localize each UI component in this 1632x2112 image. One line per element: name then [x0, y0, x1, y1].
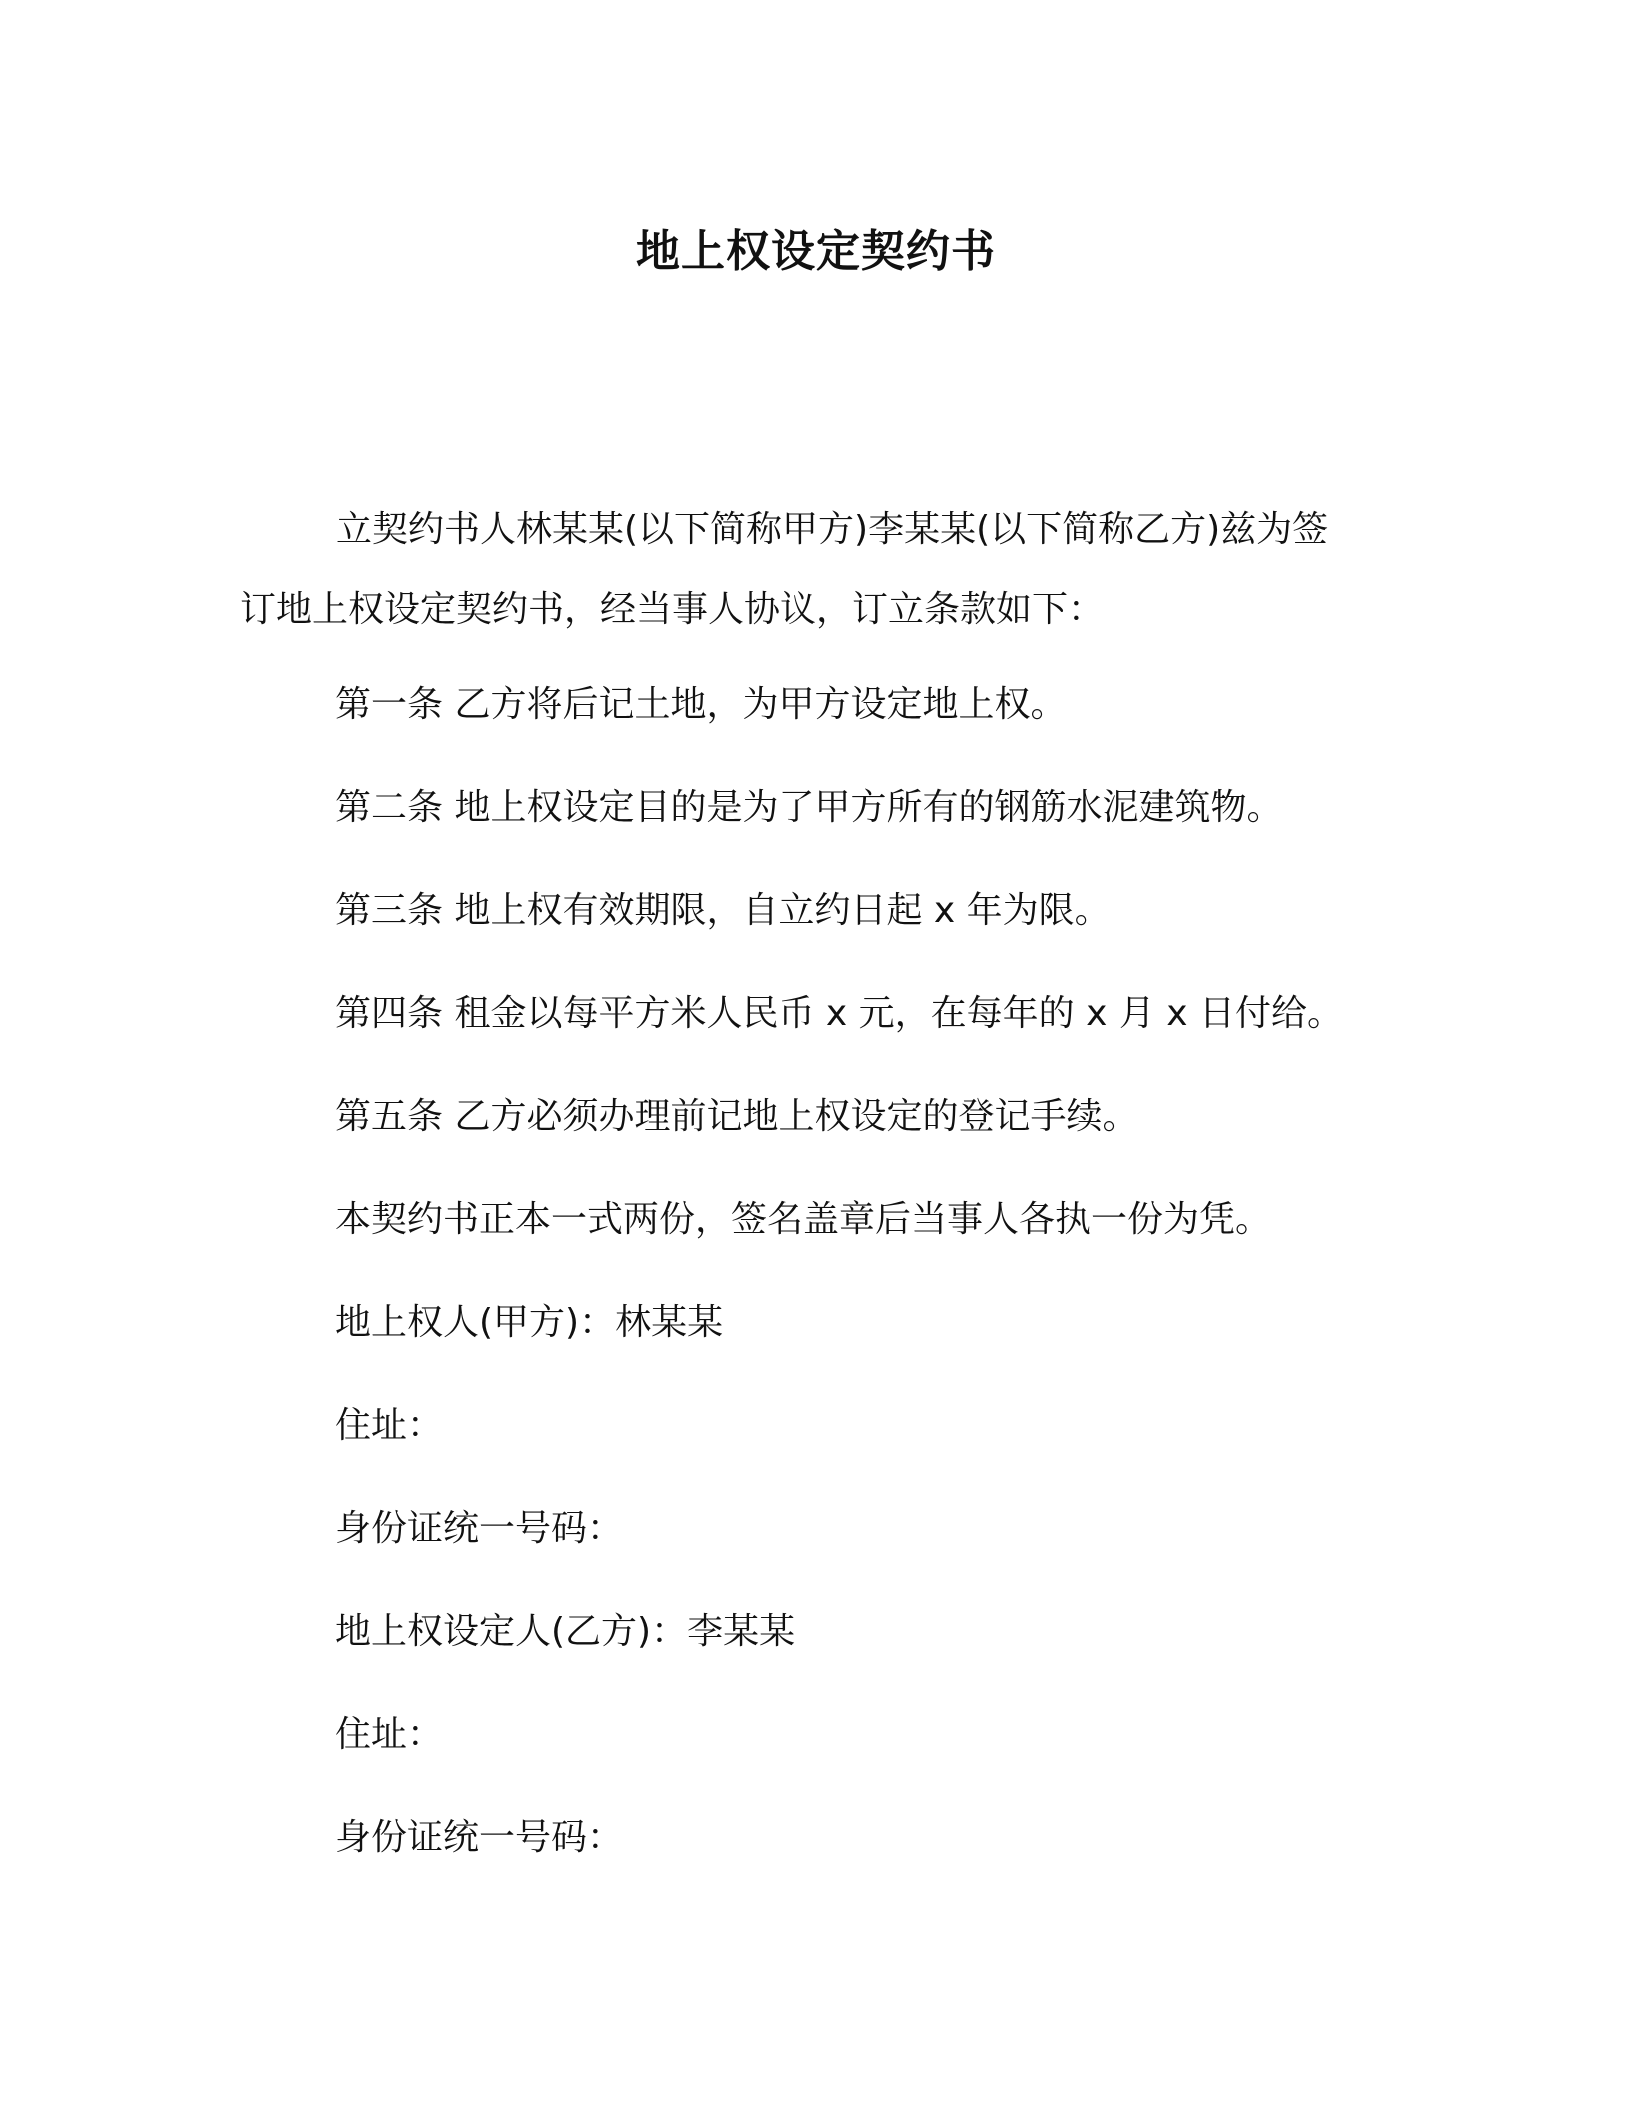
document-title: 地上权设定契约书	[636, 226, 996, 277]
clause-3: 第三条 地上权有效期限，自立约日起 x 年为限。	[335, 890, 1111, 931]
party-b-address: 住址：	[335, 1714, 444, 1755]
clause-4: 第四条 租金以每平方米人民币 x 元，在每年的 x 月 x 日付给。	[335, 993, 1344, 1034]
clause-1: 第一条 乙方将后记土地，为甲方设定地上权。	[335, 684, 1067, 725]
clause-2: 第二条 地上权设定目的是为了甲方所有的钢筋水泥建筑物。	[335, 787, 1283, 828]
intro-paragraph: 立契约书人林某某(以下简称甲方)李某某(以下简称乙方)兹为签订地上权设定契约书，经当事人协议，订立条款如下：	[240, 509, 1329, 630]
party-a-id: 身份证统一号码：	[335, 1508, 624, 1549]
party-a-name: 地上权人(甲方)：林某某	[335, 1302, 724, 1343]
party-b-name: 地上权设定人(乙方)：李某某	[335, 1611, 796, 1652]
party-a-address: 住址：	[335, 1405, 444, 1446]
closing-statement: 本契约书正本一式两份，签名盖章后当事人各执一份为凭。	[335, 1199, 1272, 1240]
party-b-id: 身份证统一号码：	[335, 1817, 624, 1858]
clause-5: 第五条 乙方必须办理前记地上权设定的登记手续。	[335, 1096, 1139, 1137]
